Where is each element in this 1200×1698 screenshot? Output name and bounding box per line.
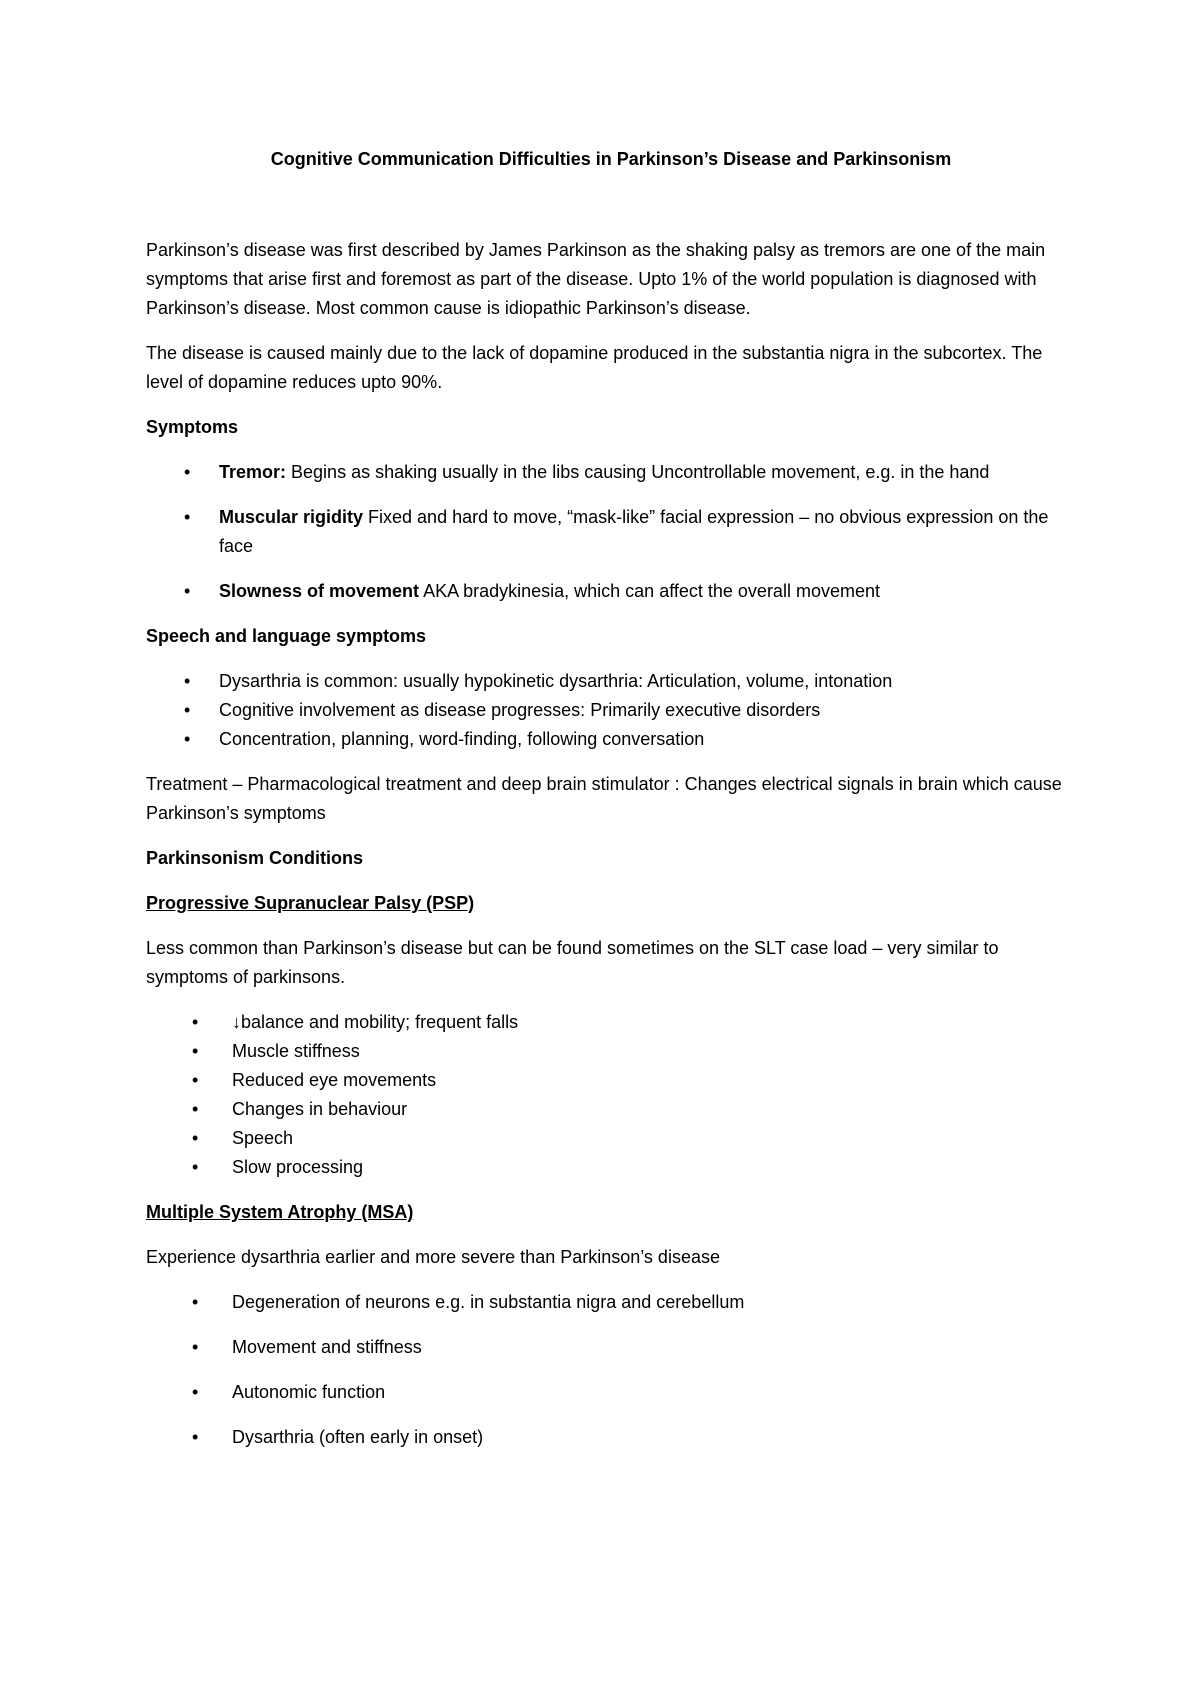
psp-intro: Less common than Parkinson’s disease but can be found sometimes on the SLT case load – very similar to symptoms of parkinsons. [146,938,999,987]
psp-heading: Progressive Supranuclear Palsy (PSP) [146,893,475,913]
symptom-text: AKA bradykinesia, which can affect the overall movement [419,581,880,601]
symptom-text: Begins as shaking usually in the libs causing Uncontrollable movement, e.g. in the hand [286,462,990,482]
list-item: • Cognitive involvement as disease progresses: Primarily executive disorders [146,696,1076,725]
list-item: • Reduced eye movements [146,1066,1076,1095]
psp-list [146,1008,1076,1182]
list-item: • Dysarthria (often early in onset) [146,1423,1076,1452]
list-item: • Concentration, planning, word-finding, following conversation [146,725,1076,754]
symptom-text: Fixed and hard to move, “mask-like” facial expression – no obvious expression on the face [219,507,1049,556]
msa-intro: Experience dysarthria earlier and more severe than Parkinson’s disease [146,1247,720,1267]
list-item: • Slow processing [146,1153,1076,1182]
symptoms-list [146,458,1076,606]
list-item: • ↓balance and mobility; frequent falls [146,1008,1076,1037]
list-item: • Autonomic function [146,1378,1076,1407]
list-item: • Degeneration of neurons e.g. in substantia nigra and cerebellum [146,1288,1076,1317]
list-item: • Changes in behaviour [146,1095,1076,1124]
list-item [146,577,1076,606]
symptom-term: Tremor: [219,462,287,482]
list-item: • Muscle stiffness [146,1037,1076,1066]
intro-paragraph-2: The disease is caused mainly due to the lack of dopamine produced in the substantia nigra in the subcortex. The level of dopamine reduces upto 90%. [146,343,1043,392]
list-item [146,503,1076,561]
speech-list [146,667,1076,754]
list-item [146,458,1076,487]
parkinsonism-heading: Parkinsonism Conditions [146,848,364,868]
treatment-paragraph: Treatment – Pharmacological treatment and deep brain stimulator : Changes electrical signals in brain which cause Parkinson’s symptoms [146,774,1062,823]
document-body [146,236,1076,1468]
symptom-term: Muscular rigidity [219,507,364,527]
list-item: • Speech [146,1124,1076,1153]
list-item: • Movement and stiffness [146,1333,1076,1362]
list-item: • Dysarthria is common: usually hypokinetic dysarthria: Articulation, volume, intonation [146,667,1076,696]
msa-list [146,1288,1076,1452]
msa-heading: Multiple System Atrophy (MSA) [146,1202,414,1222]
speech-heading: Speech and language symptoms [146,626,427,646]
document-title: Cognitive Communication Difficulties in Parkinson’s Disease and Parkinsonism [270,149,952,169]
symptom-term: Slowness of movement [219,581,420,601]
intro-paragraph-1: Parkinson’s disease was first described by James Parkinson as the shaking palsy as tremors are one of the main symptoms that arise first and foremost as part of the disease. Upto 1% of the world population is diagnosed with Parkinson’s disease. Most common cause is idiopathic Parkinson’s disease. [146,240,1046,318]
symptoms-heading: Symptoms [146,417,239,437]
